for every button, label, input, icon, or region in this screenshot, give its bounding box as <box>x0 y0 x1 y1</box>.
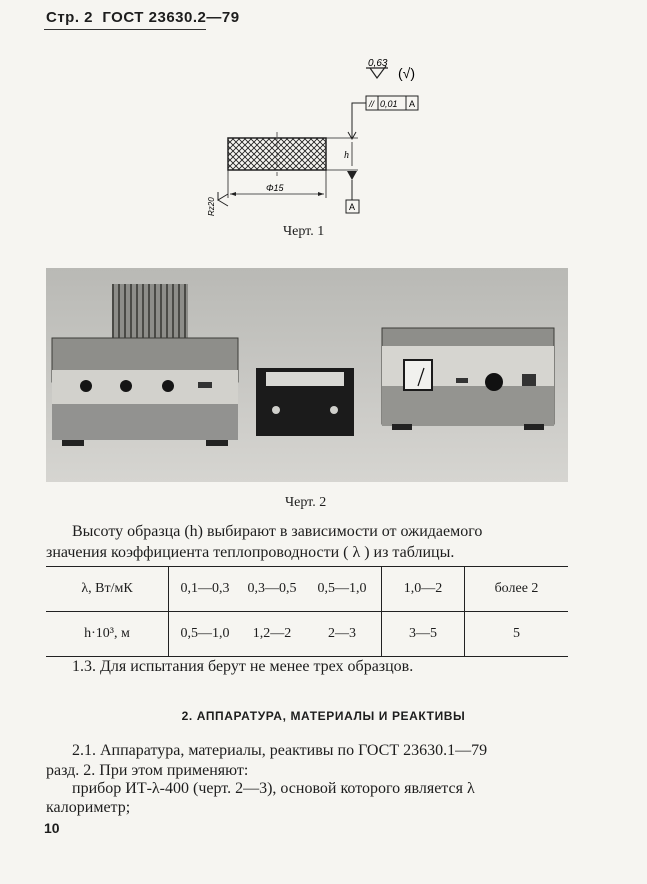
table-cell: 5 <box>465 612 569 657</box>
table-cell <box>169 567 382 612</box>
dimension-h: h <box>344 150 349 161</box>
roughness-top-icon <box>366 66 388 78</box>
knob-icon <box>120 380 132 392</box>
table-cell: 2—3 <box>328 626 356 641</box>
table-cell: λ, Вт/мК <box>46 567 169 612</box>
table-cell: 1,0—2 <box>382 567 465 612</box>
paragraph-2-1-line-2: разд. 2. При этом применяют: <box>46 762 249 779</box>
paragraph-1-3: 1.3. Для испытания берут не менее трех образцов. <box>72 658 414 675</box>
radiator-icon <box>112 284 188 346</box>
instrument-photo <box>46 268 568 482</box>
roughness-side-label: Rz20 <box>207 197 216 216</box>
header-page: Стр. 2 <box>46 9 94 26</box>
table-cell: 1,2—2 <box>252 626 292 641</box>
measuring-unit <box>382 328 554 430</box>
caption-figure-1: Черт. 1 <box>283 224 325 239</box>
page-number: 10 <box>44 820 60 836</box>
switch-icon <box>272 406 280 414</box>
tolerance-symbol: // <box>369 99 375 109</box>
header-standard: ГОСТ 23630.2—79 <box>102 9 240 26</box>
table-cell: 3—5 <box>382 612 465 657</box>
knob-icon <box>162 380 174 392</box>
table-cell <box>169 612 382 657</box>
roughness-side-icon <box>218 192 228 206</box>
table-cell: 0,1—0,3 <box>180 581 230 596</box>
paragraph-2-1-line-4: калориметр; <box>46 799 131 816</box>
table-cell: 0,3—0,5 <box>247 581 297 596</box>
caption-figure-2: Черт. 2 <box>285 495 327 510</box>
header-rule <box>44 29 206 30</box>
meter-unit <box>256 368 354 436</box>
roughness-paren: (√) <box>398 65 416 81</box>
table-row <box>46 567 568 612</box>
tolerance-datum: A <box>409 99 416 109</box>
intro-line-1: Высоту образца (h) выбирают в зависимости от ожидаемого <box>72 523 483 540</box>
table-row <box>46 612 568 657</box>
conductivity-table <box>46 566 568 657</box>
page-header <box>46 9 240 26</box>
switch-icon <box>330 406 338 414</box>
table-cell: 0,5—1,0 <box>317 581 367 596</box>
specimen-drawing <box>200 52 440 224</box>
table-cell: h·10³, м <box>46 612 169 657</box>
knob-icon <box>80 380 92 392</box>
datum-label: A <box>349 202 356 212</box>
intro-line-2: значения коэффициента теплопроводности ( λ ) из таблицы. <box>46 544 455 561</box>
tolerance-value: 0,01 <box>380 99 398 109</box>
paragraph-2-1-line-1: 2.1. Аппаратура, материалы, реактивы по ГОСТ 23630.1—79 <box>72 742 488 759</box>
dial-icon <box>485 373 503 391</box>
roughness-top-label: 0,63 <box>368 58 388 69</box>
table-cell: 0,5—1,0 <box>180 626 230 641</box>
table-cell: более 2 <box>465 567 569 612</box>
section-title: 2. АППАРАТУРА, МАТЕРИАЛЫ И РЕАКТИВЫ <box>181 709 466 723</box>
paragraph-2-1-line-3: прибор ИТ-λ-400 (черт. 2—3), основой которого является λ <box>72 780 475 797</box>
dimension-diameter: Φ15 <box>266 183 284 193</box>
